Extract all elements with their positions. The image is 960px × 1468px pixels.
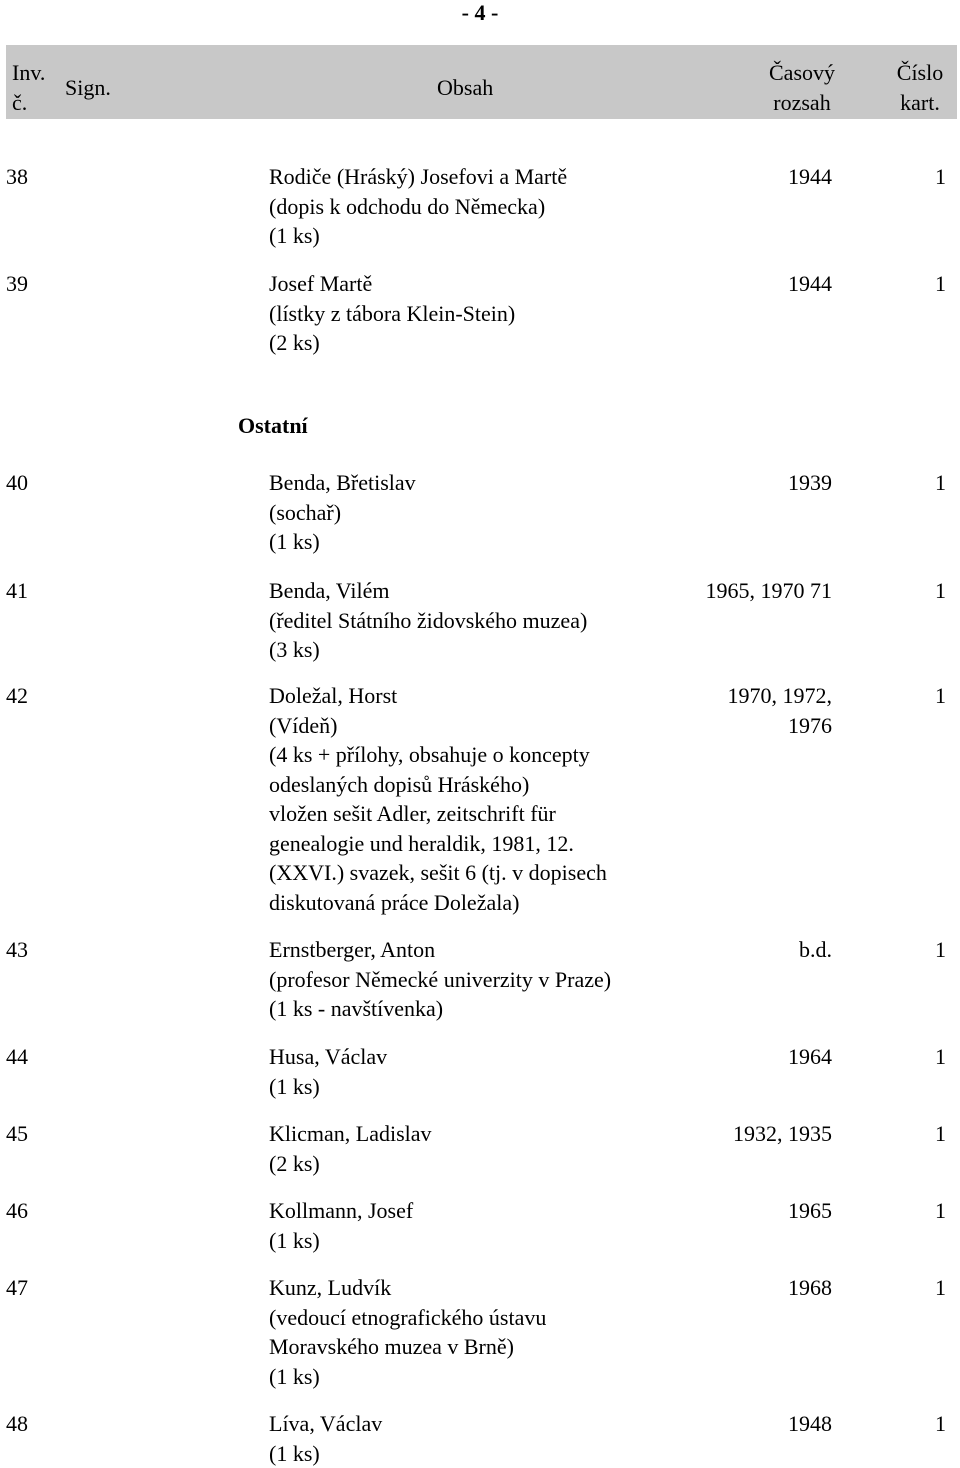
inv-number: 46 (6, 1198, 28, 1223)
time-range (799, 935, 832, 965)
time-range (788, 1042, 832, 1072)
row-description (269, 269, 689, 358)
inv-number: 38 (6, 164, 28, 189)
time-range-line: 1976 (788, 712, 832, 738)
description-line: (lístky z tábora Klein-Stein) (269, 300, 516, 326)
time-range (788, 1409, 832, 1439)
inv-number: 41 (6, 578, 28, 603)
box-number: 1 (935, 683, 946, 708)
box-number: 1 (935, 1411, 946, 1436)
time-range-line: b.d. (799, 937, 832, 962)
description-line: (2 ks) (269, 1150, 320, 1176)
inv-number: 45 (6, 1121, 28, 1146)
row-description (269, 1119, 689, 1178)
description-line: (vedoucí etnografického ústavu (269, 1304, 547, 1330)
description-line: Kunz, Ludvík (269, 1275, 392, 1300)
header-inv-line1: Inv. (12, 60, 46, 85)
header-obsah: Obsah (437, 75, 494, 100)
description-line: (ředitel Státního židovského muzea) (269, 607, 588, 633)
description-line: (1 ks) (269, 529, 320, 554)
box-number: 1 (935, 1121, 946, 1146)
header-cislo (885, 58, 955, 117)
row-description (269, 681, 689, 917)
description-line: (profesor Německé univerzity v Praze) (269, 966, 612, 992)
box-number: 1 (935, 1198, 946, 1223)
time-range-line: 1968 (788, 1275, 832, 1300)
description-line: vložen sešit Adler, zeitschrift für (269, 801, 556, 826)
header-sign: Sign. (65, 75, 111, 100)
time-range-line: 1932, 1935 (733, 1121, 832, 1146)
inv-number: 39 (6, 271, 28, 296)
inv-number: 43 (6, 937, 28, 962)
header-rozsah-line2: rozsah (773, 89, 831, 115)
description-line: (sochař) (269, 499, 342, 525)
box-number: 1 (935, 1044, 946, 1069)
time-range (788, 162, 832, 192)
time-range (728, 681, 833, 740)
description-line: (3 ks) (269, 637, 320, 662)
description-line: (2 ks) (269, 330, 320, 355)
description-line: Husa, Václav (269, 1044, 388, 1069)
description-line: (1 ks) (269, 1227, 320, 1253)
description-line: (1 ks) (269, 1073, 320, 1099)
header-cislo-line2: kart. (900, 89, 940, 115)
description-line: genealogie und heraldik, 1981, 12. (269, 830, 574, 856)
row-description (269, 576, 689, 665)
time-range-line: 1965 (788, 1198, 832, 1223)
row-description (269, 1273, 689, 1391)
time-range-line: 1965, 1970 71 (705, 578, 832, 603)
time-range (706, 576, 833, 606)
box-number: 1 (935, 1275, 946, 1300)
description-line: Josef Martě (269, 271, 373, 296)
description-line: (1 ks) (269, 1363, 320, 1389)
inv-number: 42 (6, 683, 28, 708)
time-range-line: 1964 (788, 1044, 832, 1069)
description-line: Ernstberger, Anton (269, 937, 436, 962)
box-number: 1 (935, 578, 946, 603)
description-line: Doležal, Horst (269, 683, 398, 708)
description-line: (4 ks + přílohy, obsahuje o koncepty (269, 742, 590, 767)
box-number: 1 (935, 470, 946, 495)
description-line: diskutovaná práce Doležala) (269, 889, 520, 915)
row-description (269, 162, 689, 251)
description-line: Kollmann, Josef (269, 1198, 414, 1223)
time-range (788, 468, 832, 498)
header-rozsah (762, 58, 842, 117)
box-number: 1 (935, 271, 946, 296)
description-line: (1 ks) (269, 223, 320, 248)
description-line: Rodiče (Hráský) Josefovi a Martě (269, 164, 568, 189)
inv-number: 47 (6, 1275, 28, 1300)
inv-number: 48 (6, 1411, 28, 1436)
header-rozsah-line1: Časový (769, 60, 835, 85)
row-description (269, 1409, 689, 1468)
time-range-line: 1970, 1972, (727, 683, 832, 708)
description-line: (XXVI.) svazek, sešit 6 (tj. v dopisech (269, 860, 607, 885)
inv-number: 44 (6, 1044, 28, 1069)
description-line: (1 ks) (269, 1440, 320, 1466)
description-line: Benda, Vilém (269, 578, 390, 603)
time-range (788, 1196, 832, 1226)
description-line: (dopis k odchodu do Německa) (269, 193, 546, 219)
description-line: Klicman, Ladislav (269, 1121, 432, 1146)
row-description (269, 468, 689, 557)
description-line: Moravského muzea v Brně) (269, 1334, 514, 1359)
description-line: (1 ks - navštívenka) (269, 996, 444, 1021)
page-number: - 4 - (461, 0, 499, 25)
header-cislo-line1: Číslo (896, 60, 944, 85)
header-inv (12, 58, 60, 117)
section-title: Ostatní (238, 413, 308, 438)
box-number: 1 (935, 937, 946, 962)
time-range-line: 1939 (788, 470, 832, 495)
time-range (788, 269, 832, 299)
time-range (788, 1273, 832, 1303)
time-range-line: 1944 (788, 271, 832, 296)
time-range-line: 1948 (788, 1411, 832, 1436)
row-description (269, 935, 689, 1024)
time-range (733, 1119, 832, 1149)
description-line: odeslaných dopisů Hráského) (269, 771, 530, 797)
box-number: 1 (935, 164, 946, 189)
description-line: Benda, Břetislav (269, 470, 416, 495)
description-line: Líva, Václav (269, 1411, 383, 1436)
header-inv-line2: č. (12, 89, 28, 115)
time-range-line: 1944 (788, 164, 832, 189)
row-description (269, 1196, 689, 1255)
inv-number: 40 (6, 470, 28, 495)
row-description (269, 1042, 689, 1101)
description-line: (Vídeň) (269, 712, 338, 738)
